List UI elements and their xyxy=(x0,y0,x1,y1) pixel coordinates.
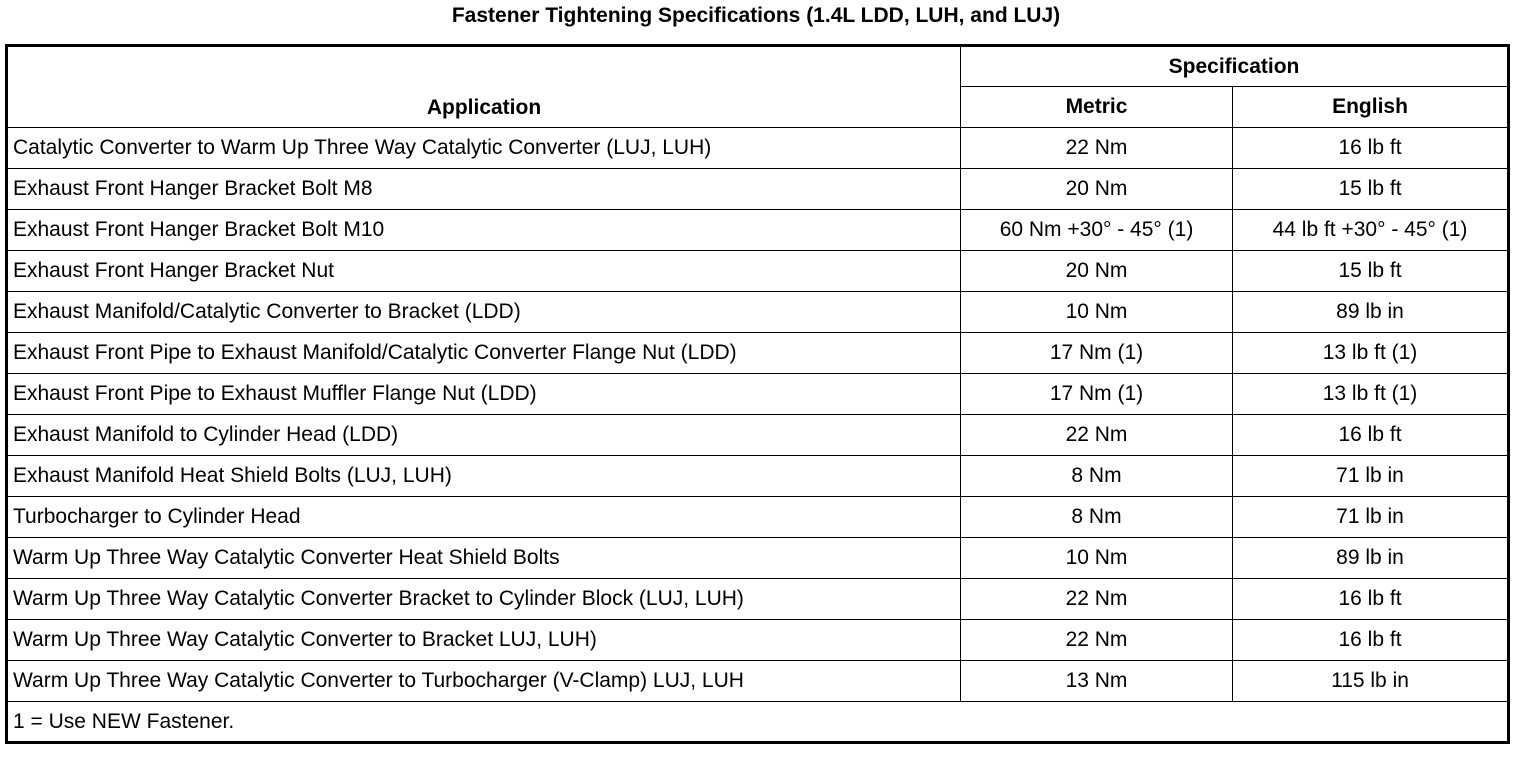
table-row xyxy=(7,538,1509,579)
table-row xyxy=(7,579,1509,620)
application-cell: Exhaust Front Hanger Bracket Bolt M10 xyxy=(7,210,961,251)
english-cell: 89 lb in xyxy=(1233,538,1509,579)
fastener-spec-table xyxy=(5,44,1510,744)
application-cell: Catalytic Converter to Warm Up Three Way Catalytic Converter (LUJ, LUH) xyxy=(7,128,961,169)
english-header: English xyxy=(1233,87,1509,128)
application-cell: Exhaust Manifold to Cylinder Head (LDD) xyxy=(7,415,961,456)
table-row xyxy=(7,292,1509,333)
table-row xyxy=(7,210,1509,251)
metric-cell: 60 Nm +30° - 45° (1) xyxy=(961,210,1233,251)
table-row xyxy=(7,456,1509,497)
metric-cell: 20 Nm xyxy=(961,169,1233,210)
metric-cell: 22 Nm xyxy=(961,579,1233,620)
metric-cell: 20 Nm xyxy=(961,251,1233,292)
table-row xyxy=(7,620,1509,661)
table-row xyxy=(7,128,1509,169)
english-cell: 15 lb ft xyxy=(1233,251,1509,292)
application-cell: Warm Up Three Way Catalytic Converter Heat Shield Bolts xyxy=(7,538,961,579)
page-title: Fastener Tightening Specifications (1.4L LDD, LUH, and LUJ) xyxy=(451,4,1061,27)
application-cell: Exhaust Manifold/Catalytic Converter to Bracket (LDD) xyxy=(7,292,961,333)
application-header: Application xyxy=(7,46,961,128)
application-cell: Exhaust Front Hanger Bracket Bolt M8 xyxy=(7,169,961,210)
table-row xyxy=(7,374,1509,415)
application-cell: Exhaust Front Hanger Bracket Nut xyxy=(7,251,961,292)
english-cell: 13 lb ft (1) xyxy=(1233,374,1509,415)
header-row-top xyxy=(7,46,1509,87)
metric-cell: 8 Nm xyxy=(961,497,1233,538)
table-row xyxy=(7,497,1509,538)
english-cell: 16 lb ft xyxy=(1233,415,1509,456)
english-cell: 16 lb ft xyxy=(1233,620,1509,661)
table-row xyxy=(7,169,1509,210)
metric-cell: 10 Nm xyxy=(961,538,1233,579)
english-cell: 115 lb in xyxy=(1233,661,1509,702)
application-cell: Warm Up Three Way Catalytic Converter to Bracket LUJ, LUH) xyxy=(7,620,961,661)
metric-cell: 22 Nm xyxy=(961,415,1233,456)
application-cell: Exhaust Front Pipe to Exhaust Manifold/Catalytic Converter Flange Nut (LDD) xyxy=(7,333,961,374)
english-cell: 15 lb ft xyxy=(1233,169,1509,210)
metric-cell: 10 Nm xyxy=(961,292,1233,333)
application-cell: Warm Up Three Way Catalytic Converter to Turbocharger (V-Clamp) LUJ, LUH xyxy=(7,661,961,702)
metric-cell: 8 Nm xyxy=(961,456,1233,497)
spec-table-body xyxy=(7,128,1509,743)
footnote: 1 = Use NEW Fastener. xyxy=(7,702,1509,743)
metric-cell: 22 Nm xyxy=(961,620,1233,661)
application-cell: Exhaust Manifold Heat Shield Bolts (LUJ, LUH) xyxy=(7,456,961,497)
table-row xyxy=(7,661,1509,702)
footnote-row xyxy=(7,702,1509,743)
english-cell: 71 lb in xyxy=(1233,456,1509,497)
table-row xyxy=(7,251,1509,292)
metric-cell: 17 Nm (1) xyxy=(961,333,1233,374)
english-cell: 89 lb in xyxy=(1233,292,1509,333)
english-cell: 16 lb ft xyxy=(1233,579,1509,620)
specification-header: Specification xyxy=(961,46,1509,87)
metric-cell: 22 Nm xyxy=(961,128,1233,169)
application-cell: Warm Up Three Way Catalytic Converter Bracket to Cylinder Block (LUJ, LUH) xyxy=(7,579,961,620)
application-cell: Turbocharger to Cylinder Head xyxy=(7,497,961,538)
english-cell: 16 lb ft xyxy=(1233,128,1509,169)
metric-cell: 17 Nm (1) xyxy=(961,374,1233,415)
metric-header: Metric xyxy=(961,87,1233,128)
english-cell: 44 lb ft +30° - 45° (1) xyxy=(1233,210,1509,251)
application-cell: Exhaust Front Pipe to Exhaust Muffler Flange Nut (LDD) xyxy=(7,374,961,415)
table-row xyxy=(7,415,1509,456)
table-row xyxy=(7,333,1509,374)
english-cell: 13 lb ft (1) xyxy=(1233,333,1509,374)
english-cell: 71 lb in xyxy=(1233,497,1509,538)
metric-cell: 13 Nm xyxy=(961,661,1233,702)
